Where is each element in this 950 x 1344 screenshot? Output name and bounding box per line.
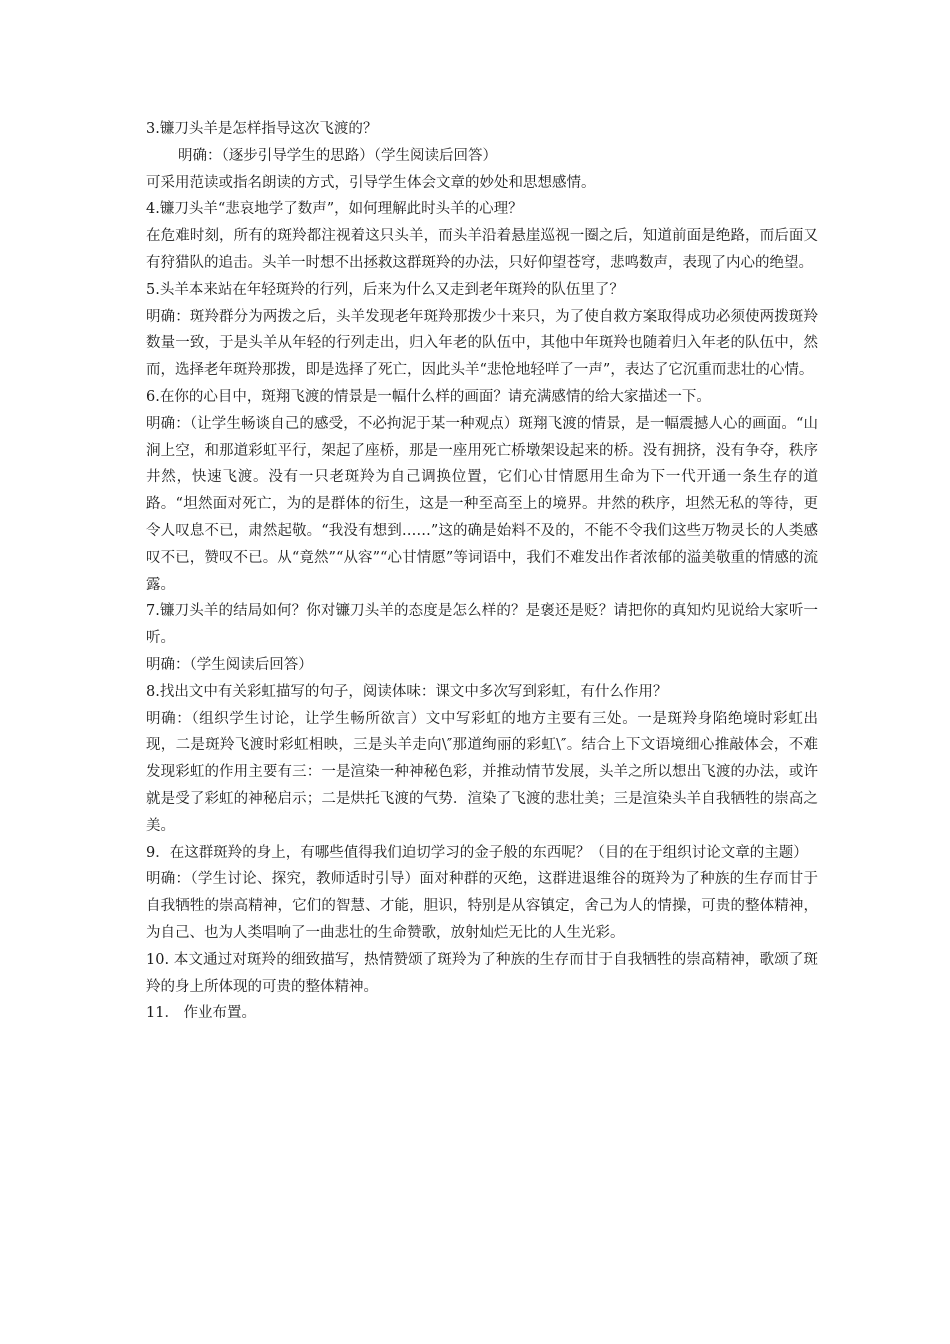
- question-4: 4.镰刀头羊“悲哀地学了数声”，如何理解此时头羊的心理？: [146, 201, 523, 218]
- note-3: 可采用范读或指名朗读的方式，引导学生体会文章的妙处和思想感情。: [146, 174, 596, 191]
- answer-7: 明确：（学生阅读后回答）: [146, 656, 313, 673]
- answer-5: 明确：斑羚群分为两拨之后，头羊发现老年斑羚那拨少十来只，为了使自救方案取得成功必须使两拨斑羚数量一致，于是头羊从年轻的行列走出，归入年老的队伍中，其他中年斑羚也随着归入年老的队伍中，然而，选择老年斑羚那拨，即是选择了死亡，因此头羊“悲怆地轻咩了一声”，表达了它沉重而悲壮的心情。: [146, 308, 818, 379]
- question-3: 3.镰刀头羊是怎样指导这次飞渡的？: [146, 121, 378, 137]
- question-9: 9．在这群斑羚的身上，有哪些值得我们迫切学习的金子般的东西呢？（目的在于组织讨论文章的主题）: [146, 844, 808, 861]
- summary-10: 10. 本文通过对斑羚的细致描写，热情赞颂了斑羚为了种族的生存而甘于自我牺牲的崇高精神，歌颂了斑羚的身上所体现的可贵的整体精神。: [146, 951, 818, 995]
- question-6: 6.在你的心目中，斑翔飞渡的情景是一幅什么样的画面？请充满感情的给大家描述一下。: [146, 388, 711, 405]
- question-8: 8.找出文中有关彩虹描写的句子，阅读体味：课文中多次写到彩虹，有什么作用？: [146, 683, 668, 700]
- document-body: [146, 116, 818, 1027]
- answer-8: 明确：（组织学生讨论，让学生畅所欲言）文中写彩虹的地方主要有三处。一是斑羚身陷绝境时彩虹出现，二是斑羚飞渡时彩虹相映，三是头羊走向\″那道绚丽的彩虹\″。结合上下文语境细心推敲体会，不难发现彩虹的作用主要有三：一是渲染一种神秘色彩，并推动情节发展，头羊之所以想出飞渡的办法，或许就是受了彩虹的神秘启示；二是烘托飞渡的气势．渲染了飞渡的悲壮美；三是渲染头羊自我牺牲的崇高之美。: [146, 710, 818, 834]
- question-7: 7.镰刀头羊的结局如何？你对镰刀头羊的态度是怎么样的？是褒还是贬？请把你的真知灼见说给大家听一听。: [146, 603, 818, 647]
- answer-4: 在危难时刻，所有的斑羚都注视着这只头羊，而头羊沿着悬崖巡视一圈之后，知道前面是绝路，而后面又有狩猎队的追击。头羊一时想不出拯救这群斑羚的办法，只好仰望苍穹，悲鸣数声，表现了内心的绝望。: [146, 228, 818, 271]
- answer-9: 明确：（学生讨论、探究，教师适时引导）面对种群的灭绝，这群进退维谷的斑羚为了种族的生存而甘于自我牺牲的崇高精神，它们的智慧、才能，胆识，特别是从容镇定，舍己为人的情操，可贵的整体精神，为自己、也为人类唱响了一曲悲壮的生命赞歌，放射灿烂无比的人生光彩。: [146, 871, 818, 941]
- question-5: 5.头羊本来站在年轻斑羚的行列，后来为什么又走到老年斑羚的队伍里了？: [146, 281, 624, 298]
- homework-11: 11． 作业布置。: [146, 1005, 257, 1022]
- answer-6: 明确：（让学生畅谈自己的感受，不必拘泥于某一种观点）斑翔飞渡的情景，是一幅震撼人心的画面。“山涧上空，和那道彩虹平行，架起了座桥，那是一座用死亡桥墩架设起来的桥。没有拥挤，没有争夺，秩序井然，快速飞渡。没有一只老斑羚为自己调换位置，它们心甘情愿用生命为下一代开通一条生存的道路。“坦然面对死亡，为的是群体的衍生，这是一种至高至上的境界。井然的秩序，坦然无私的等待，更令人叹息不已，肃然起敬。“我没有想到……”这的确是始料不及的，不能不令我们这些万物灵长的人类感叹不已，赞叹不已。从“竟然”“从容”“心甘情愿”等词语中，我们不难发出作者浓郁的溢美敬重的情感的流露。: [146, 415, 818, 593]
- answer-3: 明确：（逐步引导学生的思路）（学生阅读后回答）: [178, 147, 497, 164]
